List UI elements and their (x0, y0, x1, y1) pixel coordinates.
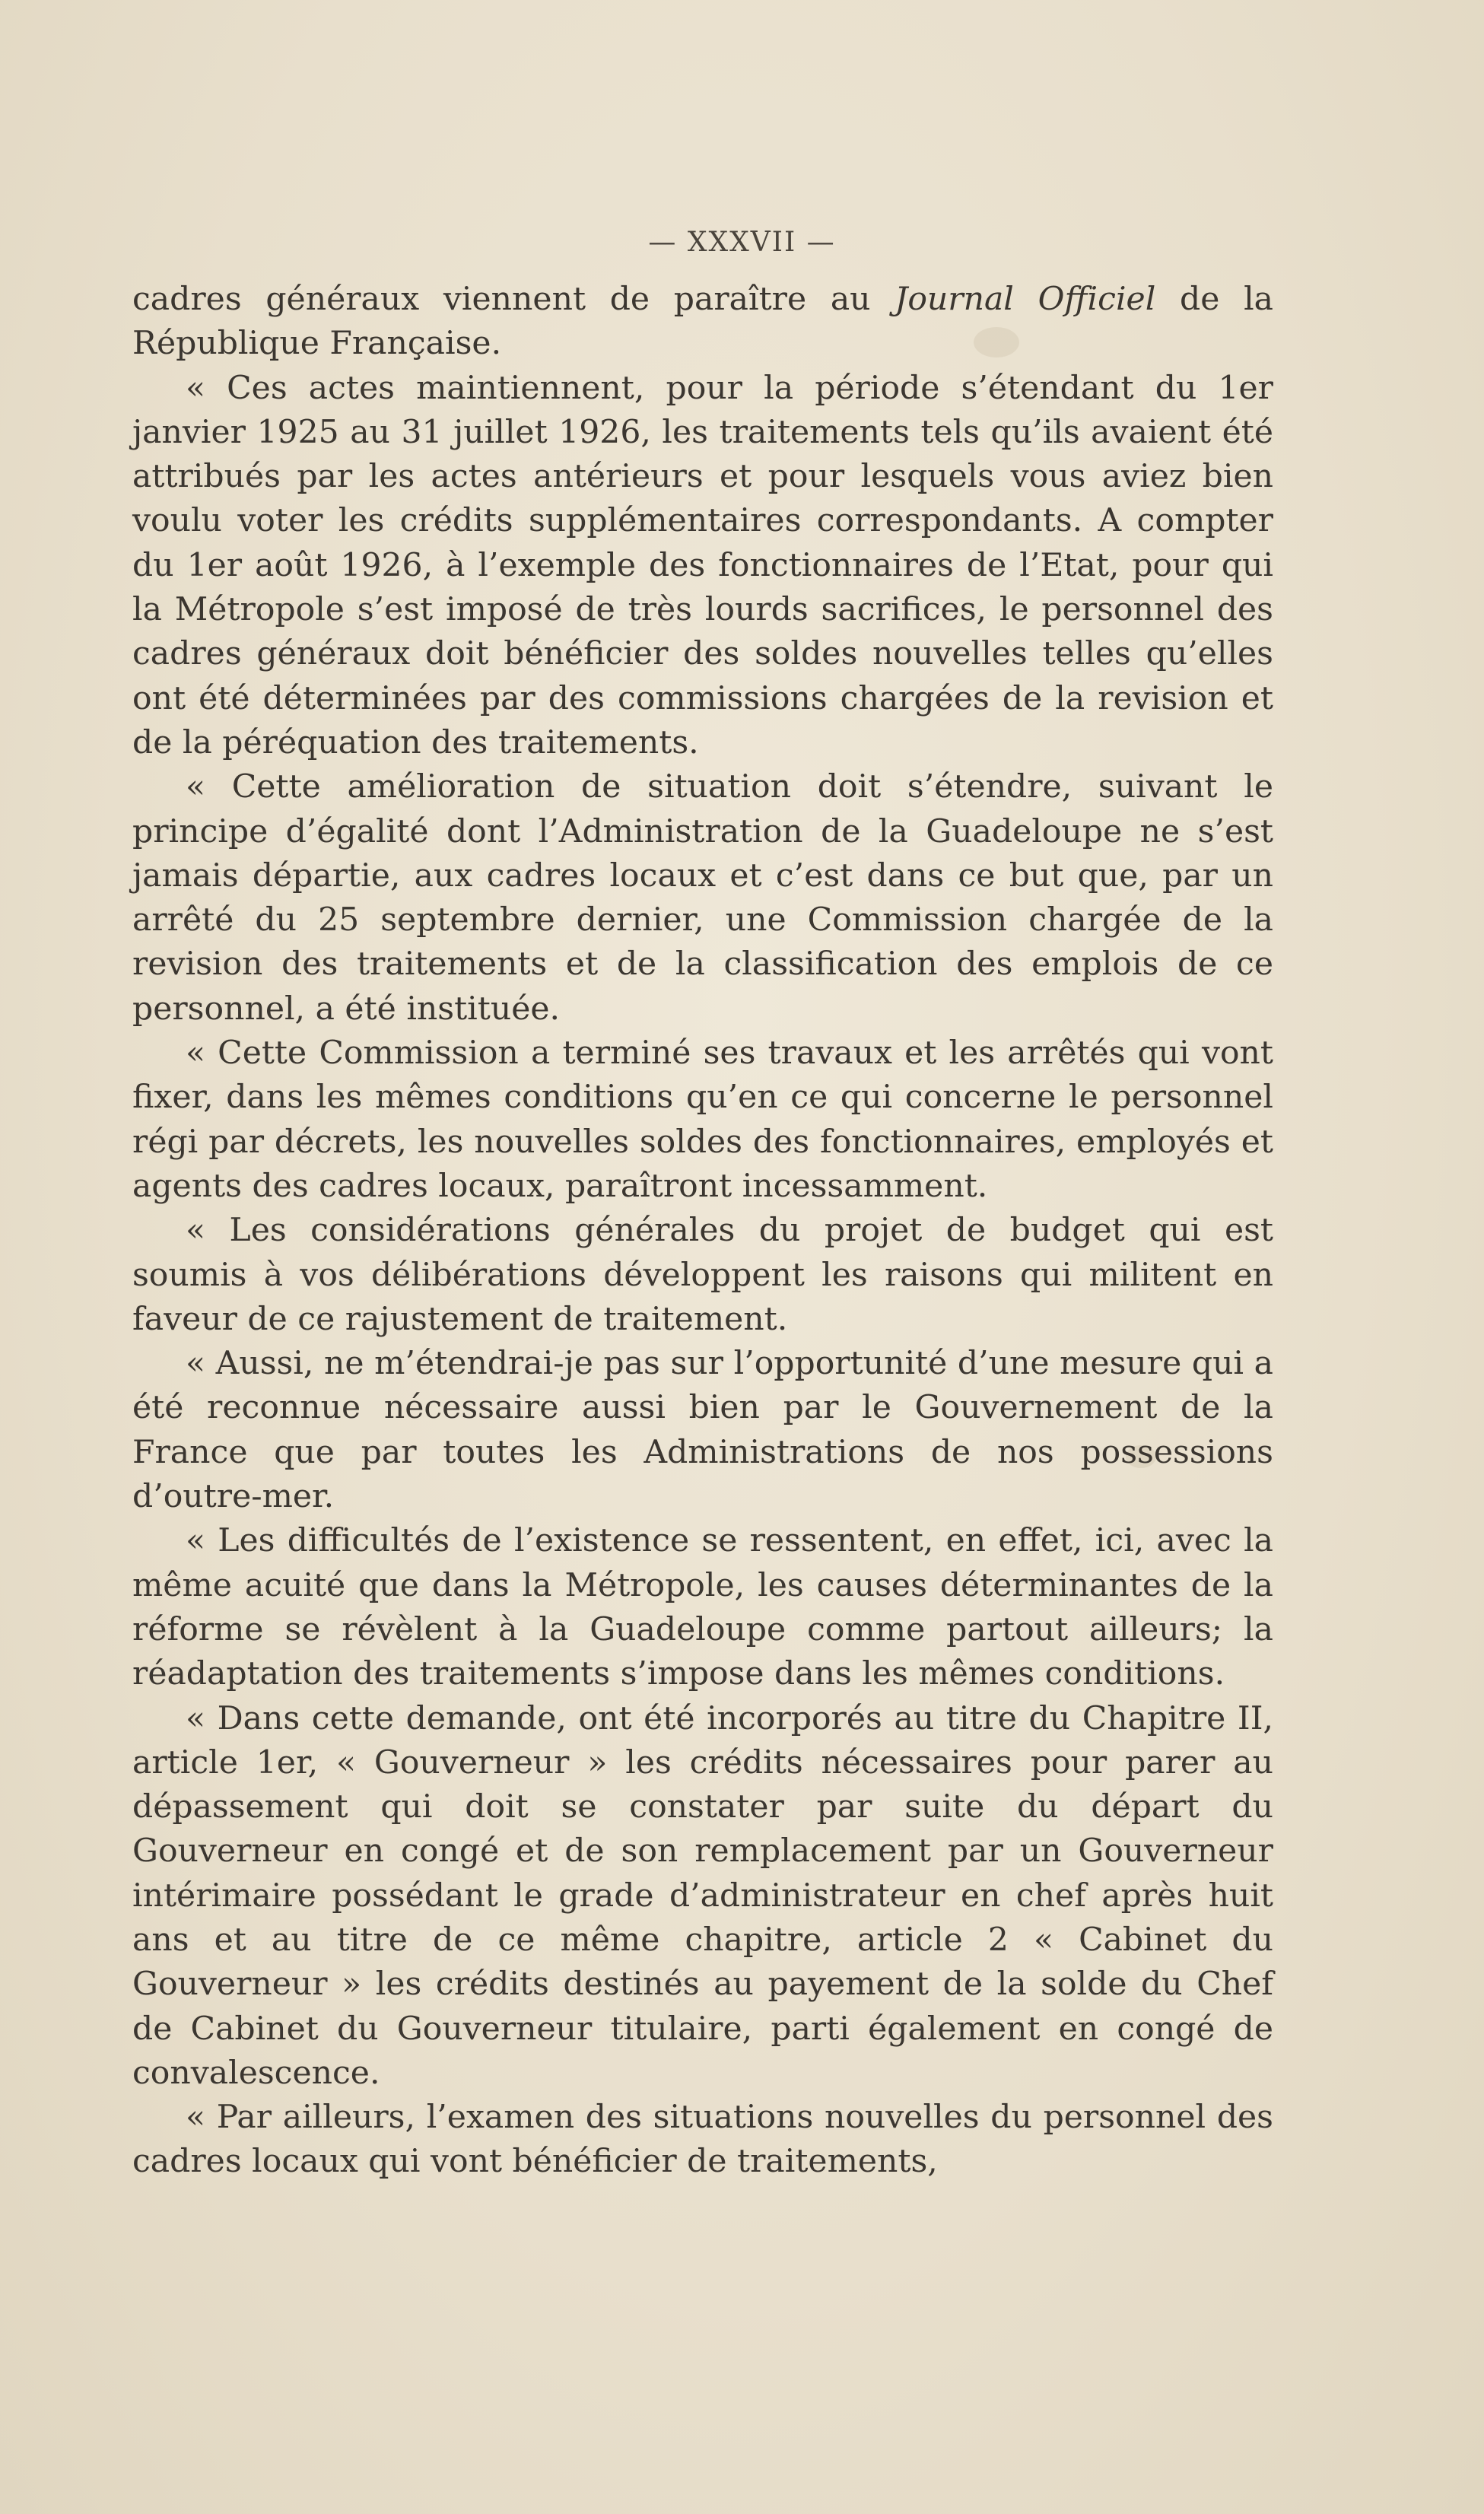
text-run: « Ces actes maintiennent, pour la période s’étendant du 1er janvier 1925 au 31 juillet 1926, les traitements tels qu’ils avaient été attribués par les actes antérieurs et pour lesquels vous aviez bien voulu voter les crédits supplémentaires correspondants. A compter du 1er août 1926, à l’exemple des fonctionnaires de l’Etat, pour qui la Métropole s’est imposé de très lourds sacrifices, le personnel des cadres généraux doit bénéficier des soldes nouvelles telles qu’elles ont été déterminées par des commissions chargées de la revision et de la péréquation des traitements. (132, 369, 1273, 761)
text-run: « Aussi, ne m’étendrai-je pas sur l’opportunité d’une mesure qui a été reconnue nécessaire aussi bien par le Gouvernement de la France que par toutes les Administrations de nos possessions d’outre-mer. (132, 1345, 1273, 1516)
text-run: « Par ailleurs, l’examen des situations nouvelles du personnel des cadres locaux qui vont bénéficier de traitements, (132, 2099, 1273, 2181)
paragraph (132, 367, 1273, 766)
text-run: cadres généraux viennent de paraître au (132, 281, 895, 318)
text-run: « Les difficultés de l’existence se ressentent, en effet, ici, avec la même acuité que dans la Métropole, les causes déterminantes de la réforme se révèlent à la Guadeloupe comme partout ailleurs; la réadaptation des traitements s’impose dans les mêmes conditions. (132, 1522, 1273, 1693)
text-run: « Dans cette demande, ont été incorporés au titre du Chapitre II, article 1er, « Gouverneur » les crédits nécessaires pour parer au dépassement qui doit se constater par suite du départ du Gouverneur en congé et de son remplacement par un Gouverneur intérimaire possédant le grade d’administrateur en chef après huit ans et au titre de ce même chapitre, article 2 « Cabinet du Gouverneur » les crédits destinés au payement de la solde du Chef de Cabinet du Gouverneur titulaire, parti également en congé de convalescence. (132, 1699, 1273, 2092)
paragraph (132, 1342, 1273, 1519)
paragraph (132, 1209, 1273, 1342)
paragraph (132, 1697, 1273, 2096)
paragraph (132, 2096, 1273, 2185)
paragraph (132, 765, 1273, 1031)
paragraph (132, 1031, 1273, 1209)
body-text (132, 278, 1273, 2185)
text-run: « Cette amélioration de situation doit s’étendre, suivant le principe d’égalité dont l’Administration de la Guadeloupe ne s’est jamais départie, aux cadres locaux et c’est dans ce but que, par un arrêté du 25 septembre dernier, une Commission chargée de la revision des traitements et de la classification des emplois de ce personnel, a été instituée. (132, 768, 1273, 1028)
paragraph (132, 1519, 1273, 1696)
paragraph-continuation (132, 278, 1273, 367)
text-run: de la République Française. (132, 281, 1274, 363)
text-run: « Cette Commission a terminé ses travaux et les arrêtés qui vont fixer, dans les mêmes conditions qu’en ce qui concerne le personnel régi par décrets, les nouvelles soldes des fonctionnaires, employés et agents des cadres locaux, paraîtront incessamment. (132, 1035, 1273, 1205)
journal-title: Journal Officiel (895, 281, 1156, 318)
text-run: « Les considérations générales du projet de budget qui est soumis à vos délibérations développent les raisons qui militent en faveur de ce rajustement de traitement. (132, 1212, 1273, 1338)
page-folio: — XXXVII — (648, 227, 836, 258)
